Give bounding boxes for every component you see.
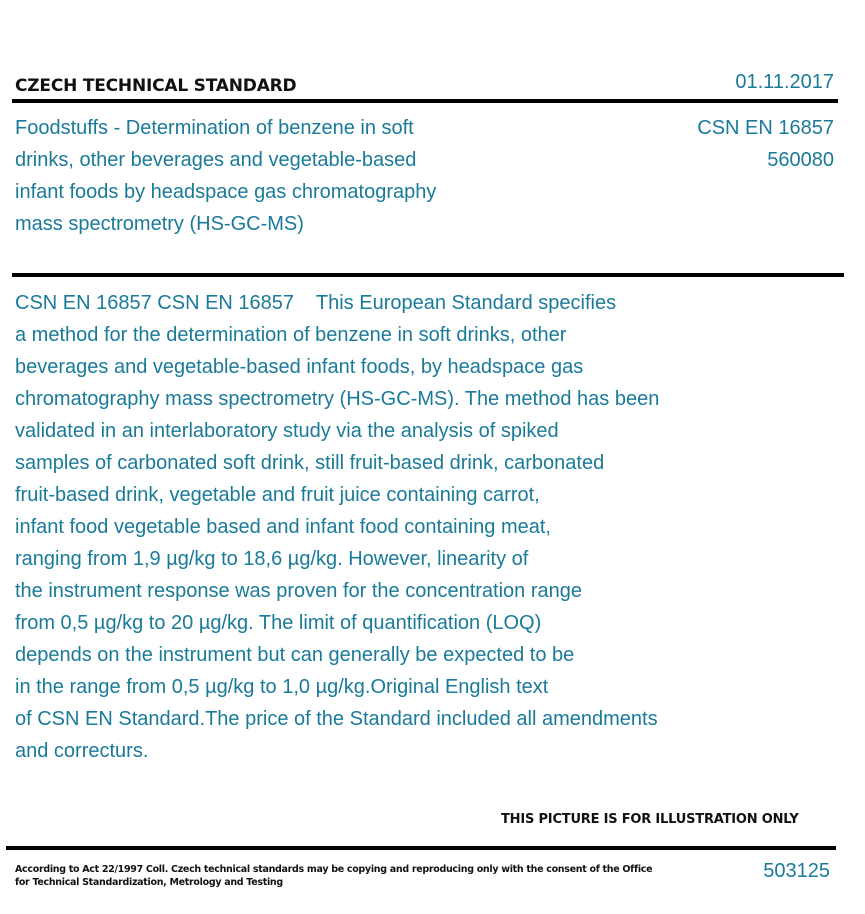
document-type-heading: CZECH TECHNICAL STANDARD <box>15 76 297 96</box>
publication-date: 01.11.2017 <box>735 71 834 93</box>
standard-title-line: Foodstuffs - Determination of benzene in soft <box>15 117 414 139</box>
standard-description <box>15 287 775 767</box>
description-line: depends on the instrument but can generally be expected to be <box>15 644 575 666</box>
description-line: infant food vegetable based and infant food containing meat, <box>15 516 551 538</box>
standard-identifiers <box>697 112 834 176</box>
description-line: a method for the determination of benzene in soft drinks, other <box>15 324 567 346</box>
illustration-disclaimer: THIS PICTURE IS FOR ILLUSTRATION ONLY <box>501 812 799 827</box>
catalog-number: 503125 <box>763 860 830 882</box>
standard-title-line: drinks, other beverages and vegetable-based <box>15 149 417 171</box>
description-line: from 0,5 µg/kg to 20 µg/kg. The limit of quantification (LOQ) <box>15 612 542 634</box>
footer-divider <box>6 846 836 850</box>
legal-notice-line: According to Act 22/1997 Coll. Czech technical standards may be copying and reproducing only with the consent of the Office <box>15 864 653 875</box>
standard-title <box>15 112 515 240</box>
description-line: and correcturs. <box>15 740 149 762</box>
title-divider <box>12 273 844 277</box>
description-line: beverages and vegetable-based infant foods, by headspace gas <box>15 356 584 378</box>
description-line: chromatography mass spectrometry (HS-GC-MS). The method has been <box>15 388 660 410</box>
legal-notice <box>15 863 653 889</box>
description-line: the instrument response was proven for the concentration range <box>15 580 582 602</box>
description-line: ranging from 1,9 µg/kg to 18,6 µg/kg. However, linearity of <box>15 548 529 570</box>
description-line: of CSN EN Standard.The price of the Standard included all amendments <box>15 708 658 730</box>
description-line: validated in an interlaboratory study via the analysis of spiked <box>15 420 559 442</box>
standard-title-line: infant foods by headspace gas chromatography <box>15 181 437 203</box>
standard-title-line: mass spectrometry (HS-GC-MS) <box>15 213 304 235</box>
header-divider <box>12 99 838 103</box>
legal-notice-line: for Technical Standardization, Metrology and Testing <box>15 877 283 888</box>
description-line: CSN EN 16857 CSN EN 16857 This European Standard specifies <box>15 292 617 314</box>
description-line: samples of carbonated soft drink, still fruit-based drink, carbonated <box>15 452 605 474</box>
classification-number: 560080 <box>767 149 834 171</box>
description-line: in the range from 0,5 µg/kg to 1,0 µg/kg.Original English text <box>15 676 549 698</box>
description-line: fruit-based drink, vegetable and fruit juice containing carrot, <box>15 484 540 506</box>
standard-code: CSN EN 16857 <box>697 117 834 139</box>
